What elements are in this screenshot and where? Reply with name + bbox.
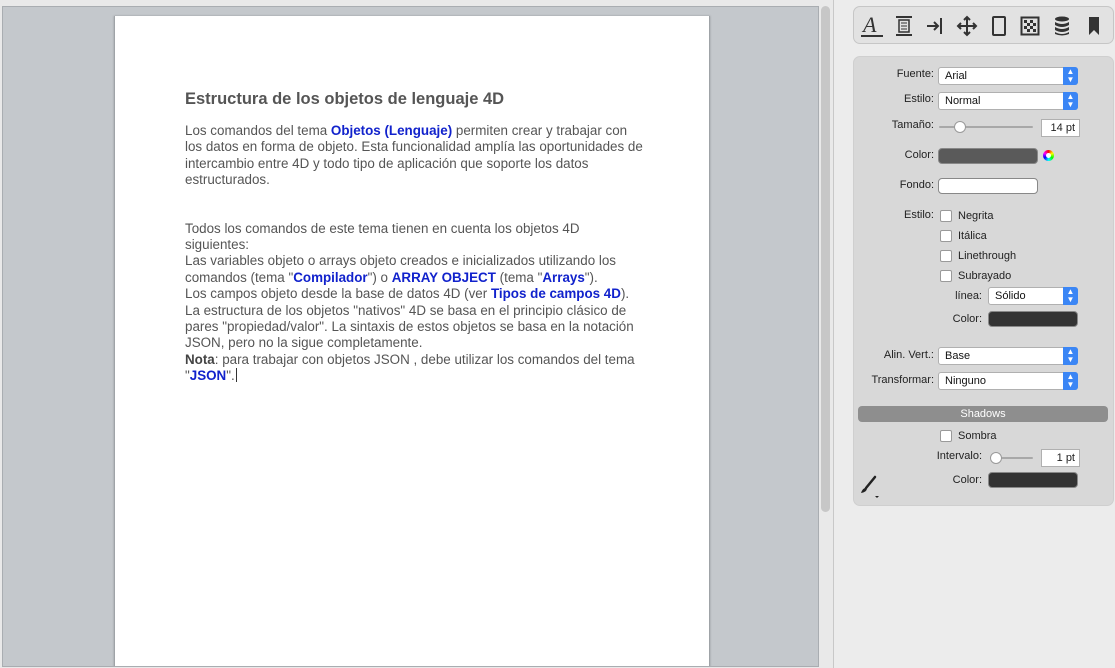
paragraph-5: La estructura de los objetos "nativos" 4D se basa en el principio clásico de pares "propiedad/valor". La sintaxis de estos objetos se basa en la notación JSON, pero no la sigue completamente.	[185, 302, 634, 351]
chevron-updown-icon: ▲ ▼	[1063, 347, 1078, 365]
font-select-value: Arial	[945, 70, 968, 82]
svg-text:A: A	[863, 13, 877, 37]
database-icon[interactable]	[1047, 7, 1077, 45]
interval-slider-knob[interactable]	[990, 452, 1002, 464]
link-array-object[interactable]: ARRAY OBJECT	[391, 269, 496, 285]
link-compilador[interactable]: Compilador	[293, 269, 368, 285]
document-view[interactable]	[2, 6, 819, 667]
font-label: Fuente:	[896, 68, 934, 80]
size-slider-knob[interactable]	[954, 121, 966, 133]
text-run: permiten crear y trabajar con los datos en forma de objeto. Esta funcionalidad amplía las oportunidades de intercambio entre 4D y todo tipo de aplicación que soporte los datos estructurados.	[185, 123, 643, 188]
font-select[interactable]	[938, 67, 1078, 85]
chevron-updown-icon: ▲ ▼	[1063, 67, 1078, 85]
link-json[interactable]: JSON	[189, 368, 227, 384]
italic-label: Itálica	[958, 230, 987, 242]
brush-icon[interactable]	[858, 475, 880, 499]
paragraph-1	[185, 123, 645, 189]
text-run: Los campos objeto desde la base de datos 4D (ver	[185, 286, 491, 302]
paragraph-2: Todos los comandos de este tema tienen en cuenta los objetos 4D siguientes:	[185, 220, 580, 253]
vertical-align-select[interactable]	[938, 347, 1078, 365]
transform-value: Ninguno	[945, 375, 986, 387]
background-icon[interactable]	[1015, 7, 1045, 45]
shadow-color-label: Color:	[952, 474, 982, 486]
background-label: Fondo:	[899, 179, 934, 191]
chevron-updown-icon: ▲ ▼	[1063, 92, 1078, 110]
paragraph-4	[185, 286, 645, 302]
interval-field[interactable]: 1 pt	[1041, 449, 1080, 467]
color-label: Color:	[904, 149, 934, 161]
style-label: Estilo:	[904, 93, 934, 105]
strikethrough-checkbox[interactable]	[940, 250, 952, 262]
strikethrough-label: Linethrough	[958, 250, 1017, 262]
vertical-align-label: Alin. Vert.:	[883, 349, 934, 361]
link-arrays[interactable]: Arrays	[542, 269, 585, 285]
tab-icon[interactable]	[920, 7, 950, 45]
note-label: Nota	[185, 351, 215, 367]
text-run: ").	[584, 269, 598, 285]
size-label: Tamaño:	[891, 119, 934, 131]
underline-checkbox[interactable]	[940, 270, 952, 282]
line-style-select[interactable]	[988, 287, 1078, 305]
format-toolbar	[853, 6, 1114, 44]
interval-slider[interactable]	[990, 457, 1033, 459]
size-field[interactable]: 14 pt	[1041, 119, 1080, 137]
line-color-label: Color:	[952, 313, 982, 325]
page-icon[interactable]	[984, 7, 1014, 45]
text-run: (tema "	[495, 269, 543, 285]
move-icon[interactable]	[952, 7, 982, 45]
font-icon[interactable]	[857, 7, 887, 45]
line-color-swatch[interactable]	[988, 311, 1078, 327]
italic-checkbox[interactable]	[940, 230, 952, 242]
vertical-scrollbar[interactable]	[821, 6, 830, 512]
style-select-value: Normal	[945, 95, 981, 107]
text-caret	[236, 368, 237, 382]
shadows-section-header[interactable]: Shadows	[858, 406, 1108, 422]
transform-select[interactable]	[938, 372, 1078, 390]
link-objetos-lenguaje[interactable]: Objetos (Lenguaje)	[330, 123, 453, 138]
paragraph-gap	[185, 189, 645, 221]
document-title: Estructura de los objetos de lenguaje 4D	[185, 90, 505, 108]
color-swatch[interactable]	[938, 148, 1038, 164]
link-tipos-de-campos[interactable]: Tipos de campos 4D	[490, 286, 621, 302]
text-run: : para trabajar con objetos JSON , debe utilizar los comandos del tema "	[185, 351, 635, 384]
interval-label: Intervalo:	[936, 450, 982, 462]
styles-label: Estilo:	[904, 209, 934, 221]
document-page[interactable]	[114, 16, 710, 667]
shadow-color-swatch[interactable]	[988, 472, 1078, 488]
bold-checkbox[interactable]	[940, 210, 952, 222]
paragraph-icon[interactable]	[889, 7, 919, 45]
line-style-value: Sólido	[995, 290, 1026, 302]
text-run: ") o	[367, 269, 392, 285]
line-style-label: línea:	[955, 290, 982, 302]
chevron-updown-icon: ▲ ▼	[1063, 287, 1078, 305]
color-wheel-icon[interactable]	[1043, 150, 1054, 161]
paragraph-3	[185, 253, 645, 286]
text-run: Los comandos del tema	[185, 123, 331, 138]
text-run: Las variables objeto o arrays objeto creados e inicializados utilizando los comandos (tema "	[185, 253, 616, 285]
transform-label: Transformar:	[871, 374, 934, 386]
background-swatch[interactable]	[938, 178, 1038, 194]
text-run: ".	[226, 368, 235, 384]
paragraph-6	[185, 352, 645, 385]
text-run: ).	[620, 286, 630, 302]
bookmark-icon[interactable]	[1079, 7, 1109, 45]
document-text[interactable]	[185, 89, 645, 385]
bold-label: Negrita	[958, 210, 994, 222]
shadow-checkbox[interactable]	[940, 430, 952, 442]
style-select[interactable]	[938, 92, 1078, 110]
size-slider[interactable]	[939, 126, 1033, 128]
chevron-updown-icon: ▲ ▼	[1063, 372, 1078, 390]
underline-label: Subrayado	[958, 270, 1012, 282]
vertical-align-value: Base	[945, 350, 971, 362]
shadow-label: Sombra	[958, 430, 997, 442]
properties-panel	[853, 56, 1114, 506]
